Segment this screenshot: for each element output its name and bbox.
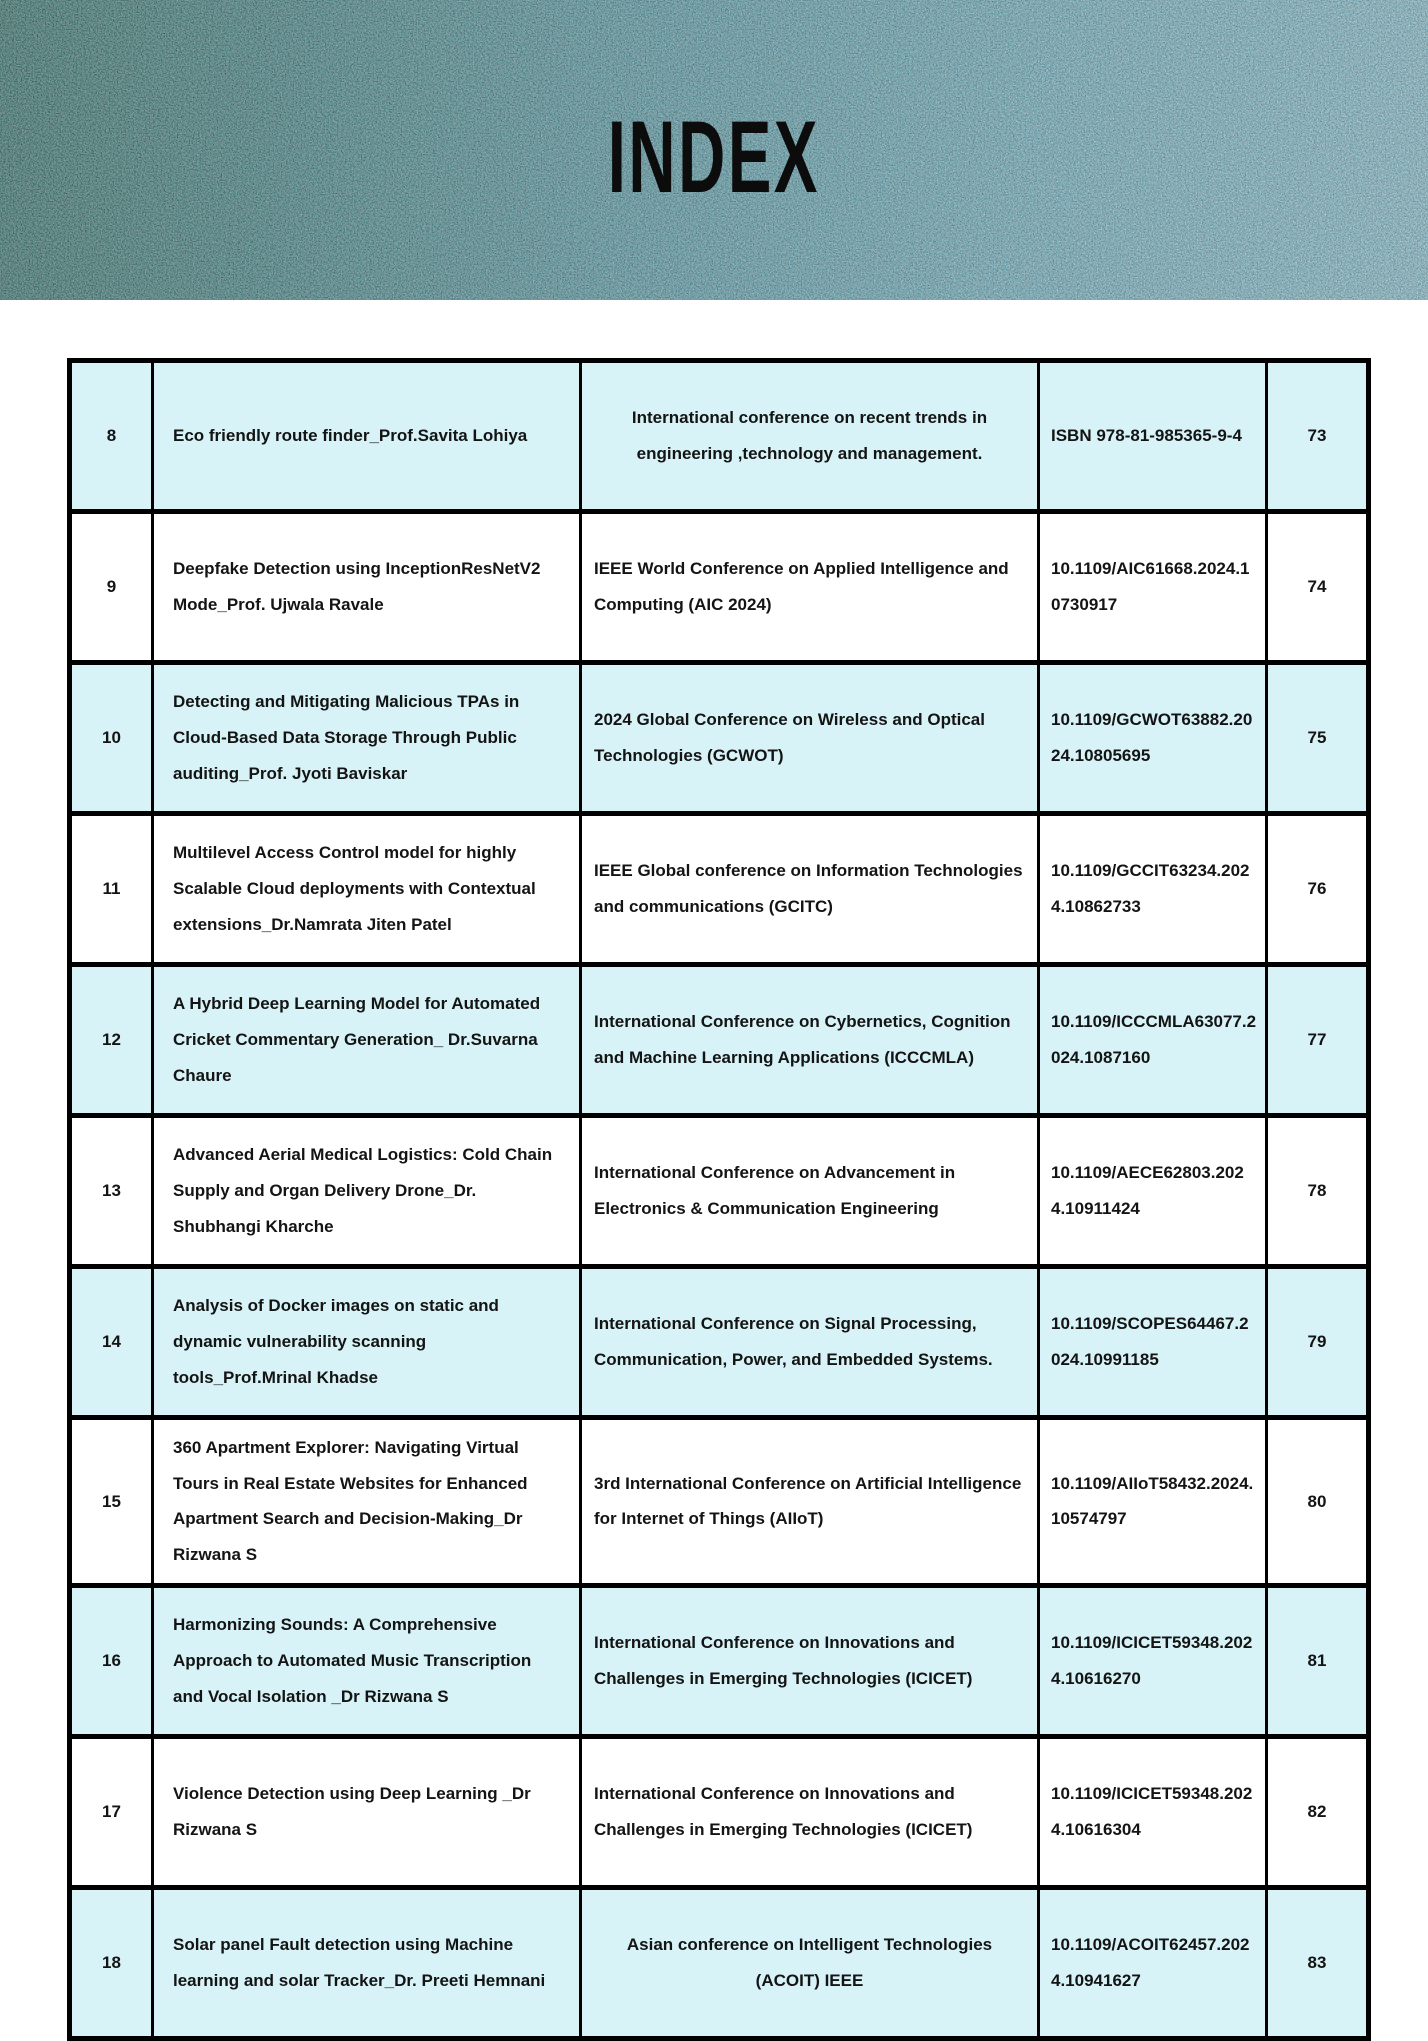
conference-name: International Conference on Advancement in Electronics & Communication Engineering bbox=[581, 1116, 1039, 1267]
entry-number: 10 bbox=[70, 663, 153, 814]
page-number: 78 bbox=[1267, 1116, 1369, 1267]
paper-title: Analysis of Docker images on static and dynamic vulnerability scanning tools_Prof.Mrinal Khadse bbox=[153, 1267, 581, 1418]
paper-title: Detecting and Mitigating Malicious TPAs in Cloud-Based Data Storage Through Public auditing_Prof. Jyoti Baviskar bbox=[153, 663, 581, 814]
reference-id: 10.1109/ICICET59348.2024.10616270 bbox=[1039, 1585, 1267, 1736]
entry-number: 14 bbox=[70, 1267, 153, 1418]
conference-name: International Conference on Innovations and Challenges in Emerging Technologies (ICICET) bbox=[581, 1585, 1039, 1736]
table-row bbox=[70, 512, 1369, 663]
table-row bbox=[70, 1887, 1369, 2038]
entry-number: 12 bbox=[70, 965, 153, 1116]
paper-title: Harmonizing Sounds: A Comprehensive Approach to Automated Music Transcription and Vocal Isolation _Dr Rizwana S bbox=[153, 1585, 581, 1736]
paper-title: Solar panel Fault detection using Machine learning and solar Tracker_Dr. Preeti Hemnani bbox=[153, 1887, 581, 2038]
reference-id: 10.1109/ICICET59348.2024.10616304 bbox=[1039, 1736, 1267, 1887]
paper-title: 360 Apartment Explorer: Navigating Virtual Tours in Real Estate Websites for Enhanced Apartment Search and Decision-Making_Dr Rizwana S bbox=[153, 1418, 581, 1586]
conference-name: IEEE Global conference on Information Technologies and communications (GCITC) bbox=[581, 814, 1039, 965]
page-title: INDEX bbox=[607, 99, 821, 214]
paper-title: A Hybrid Deep Learning Model for Automated Cricket Commentary Generation_ Dr.Suvarna Chaure bbox=[153, 965, 581, 1116]
reference-id: 10.1109/AIC61668.2024.10730917 bbox=[1039, 512, 1267, 663]
conference-name: International Conference on Cybernetics, Cognition and Machine Learning Applications (ICCCMLA) bbox=[581, 965, 1039, 1116]
index-table-body bbox=[70, 361, 1369, 2039]
conference-name: Asian conference on Intelligent Technologies (ACOIT) IEEE bbox=[581, 1887, 1039, 2038]
page-number: 82 bbox=[1267, 1736, 1369, 1887]
paper-title: Advanced Aerial Medical Logistics: Cold Chain Supply and Organ Delivery Drone_Dr. Shubhangi Kharche bbox=[153, 1116, 581, 1267]
entry-number: 18 bbox=[70, 1887, 153, 2038]
page-number: 81 bbox=[1267, 1585, 1369, 1736]
reference-id: 10.1109/ICCCMLA63077.2024.1087160 bbox=[1039, 965, 1267, 1116]
entry-number: 11 bbox=[70, 814, 153, 965]
conference-name: 3rd International Conference on Artificial Intelligence for Internet of Things (AIIoT) bbox=[581, 1418, 1039, 1586]
entry-number: 8 bbox=[70, 361, 153, 512]
table-row bbox=[70, 1585, 1369, 1736]
entry-number: 13 bbox=[70, 1116, 153, 1267]
page-banner bbox=[0, 0, 1428, 300]
reference-id: 10.1109/AIIoT58432.2024.10574797 bbox=[1039, 1418, 1267, 1586]
reference-id: ISBN 978-81-985365-9-4 bbox=[1039, 361, 1267, 512]
conference-name: International conference on recent trends in engineering ,technology and management. bbox=[581, 361, 1039, 512]
table-row bbox=[70, 663, 1369, 814]
table-row bbox=[70, 361, 1369, 512]
index-table-wrap bbox=[0, 300, 1428, 2041]
page-number: 73 bbox=[1267, 361, 1369, 512]
paper-title: Eco friendly route finder_Prof.Savita Lohiya bbox=[153, 361, 581, 512]
entry-number: 16 bbox=[70, 1585, 153, 1736]
table-row bbox=[70, 1116, 1369, 1267]
conference-name: 2024 Global Conference on Wireless and Optical Technologies (GCWOT) bbox=[581, 663, 1039, 814]
reference-id: 10.1109/GCCIT63234.2024.10862733 bbox=[1039, 814, 1267, 965]
table-row bbox=[70, 1736, 1369, 1887]
paper-title: Multilevel Access Control model for highly Scalable Cloud deployments with Contextual extensions_Dr.Namrata Jiten Patel bbox=[153, 814, 581, 965]
conference-name: IEEE World Conference on Applied Intelligence and Computing (AIC 2024) bbox=[581, 512, 1039, 663]
page-number: 79 bbox=[1267, 1267, 1369, 1418]
index-table bbox=[67, 358, 1371, 2041]
page-number: 77 bbox=[1267, 965, 1369, 1116]
entry-number: 17 bbox=[70, 1736, 153, 1887]
page-number: 80 bbox=[1267, 1418, 1369, 1586]
page-number: 83 bbox=[1267, 1887, 1369, 2038]
reference-id: 10.1109/ACOIT62457.2024.10941627 bbox=[1039, 1887, 1267, 2038]
page-number: 75 bbox=[1267, 663, 1369, 814]
entry-number: 15 bbox=[70, 1418, 153, 1586]
table-row bbox=[70, 1267, 1369, 1418]
reference-id: 10.1109/GCWOT63882.2024.10805695 bbox=[1039, 663, 1267, 814]
page-number: 74 bbox=[1267, 512, 1369, 663]
reference-id: 10.1109/SCOPES64467.2024.10991185 bbox=[1039, 1267, 1267, 1418]
table-row bbox=[70, 965, 1369, 1116]
table-row bbox=[70, 1418, 1369, 1586]
conference-name: International Conference on Signal Processing, Communication, Power, and Embedded Systems. bbox=[581, 1267, 1039, 1418]
entry-number: 9 bbox=[70, 512, 153, 663]
reference-id: 10.1109/AECE62803.2024.10911424 bbox=[1039, 1116, 1267, 1267]
paper-title: Deepfake Detection using InceptionResNetV2 Mode_Prof. Ujwala Ravale bbox=[153, 512, 581, 663]
table-row bbox=[70, 814, 1369, 965]
paper-title: Violence Detection using Deep Learning _Dr Rizwana S bbox=[153, 1736, 581, 1887]
page-number: 76 bbox=[1267, 814, 1369, 965]
conference-name: International Conference on Innovations and Challenges in Emerging Technologies (ICICET) bbox=[581, 1736, 1039, 1887]
